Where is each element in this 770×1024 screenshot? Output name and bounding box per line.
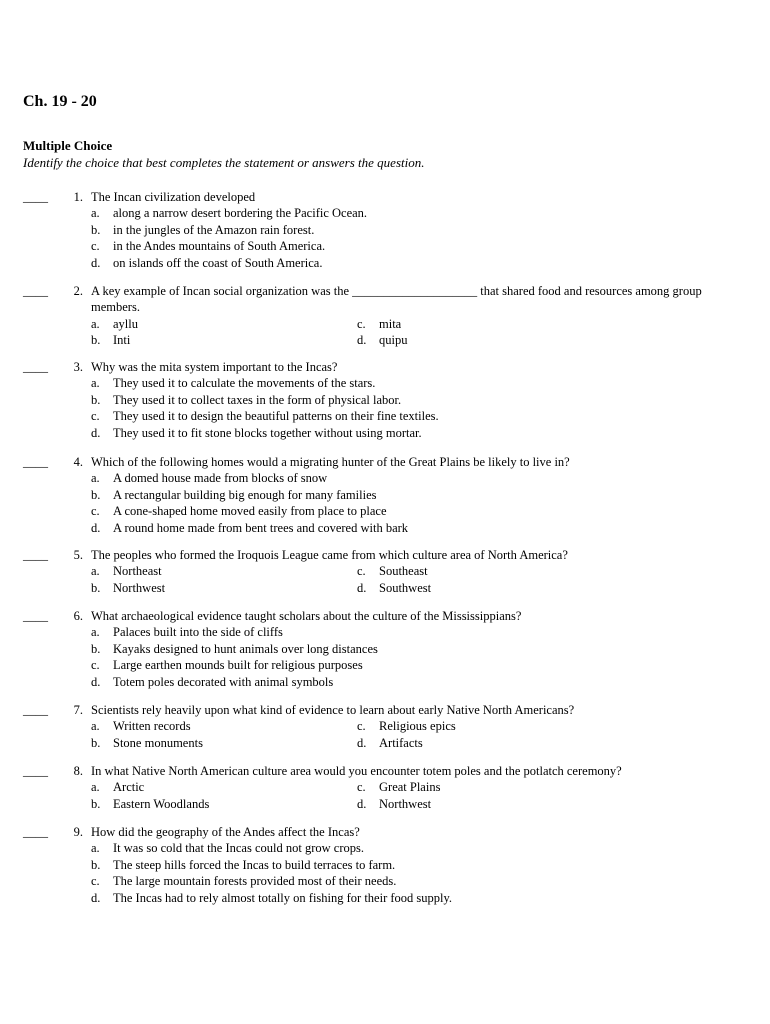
question-item [23,189,738,271]
answer-choice [91,641,738,657]
answer-choice [91,408,738,424]
choice-row [91,779,738,795]
choice-letter: c. [91,874,100,889]
choice-row [91,735,738,751]
question-stem: What archaeological evidence taught scholars about the culture of the Mississippians? [91,609,522,623]
question-number: 9. [73,825,83,839]
choice-text: It was so cold that the Incas could not grow crops. [113,841,364,856]
choice-row [91,796,738,812]
choice-row [91,718,738,734]
answer-choice [91,857,738,873]
choice-letter: b. [91,487,101,502]
choice-text: The steep hills forced the Incas to build terraces to farm. [113,857,396,872]
question-stem: Why was the mita system important to the Incas? [91,360,338,374]
choice-letter: c. [91,504,100,519]
choice-letter: b. [91,580,101,595]
choice-text: A domed house made from blocks of snow [113,471,328,486]
question-number: 1. [73,190,83,204]
question-number: 3. [73,360,83,374]
choice-letter: a. [91,625,100,640]
section-instructions: Identify the choice that best completes the statement or answers the question. [23,155,425,170]
choice-text: Stone monuments [113,735,203,750]
choice-text: Southeast [379,564,428,579]
choice-text: They used it to collect taxes in the form of physical labor. [113,392,402,407]
choice-text: Kayaks designed to hunt animals over long distances [113,641,378,656]
choice-text: in the jungles of the Amazon rain forest. [113,222,315,237]
choice-letter: d. [91,890,101,905]
choice-letter: a. [91,719,100,734]
choice-letter: c. [357,316,366,331]
choice-letter: d. [91,520,101,535]
choice-list [91,779,738,812]
question-number: 6. [73,609,83,623]
question-stem: The Incan civilization developed [91,190,256,204]
choice-letter: b. [91,222,101,237]
choice-letter: b. [91,735,101,750]
choice-letter: b. [91,392,101,407]
choice-letter: d. [357,580,367,595]
choice-letter: d. [357,333,367,348]
choice-letter: b. [91,796,101,811]
choice-list [91,840,738,906]
choice-text: They used it to fit stone blocks together without using mortar. [113,425,422,440]
answer-choice [91,205,738,221]
choice-text: A rectangular building big enough for many families [113,487,377,502]
choice-row [91,316,738,332]
choice-text: Inti [113,333,131,348]
choice-row [91,580,738,596]
choice-text: They used it to design the beautiful patterns on their fine textiles. [113,409,439,424]
answer-choice [91,624,738,640]
answer-choice [91,222,738,238]
choice-list [91,205,738,271]
answer-choice [91,657,738,673]
choice-text: The large mountain forests provided most of their needs. [113,874,397,889]
question-number: 2. [73,284,83,298]
answer-blank: ____ [23,825,48,839]
question-number: 5. [73,548,83,562]
question-item [23,763,738,812]
answer-blank: ____ [23,455,48,469]
choice-list [91,718,738,751]
choice-list [91,624,738,690]
choice-text: Arctic [113,780,145,795]
section-title: Multiple Choice [23,138,113,153]
choice-text: A cone-shaped home moved easily from place to place [113,504,387,519]
choice-letter: b. [91,641,101,656]
answer-choice [91,255,738,271]
question-item [23,454,738,536]
choice-text: Artifacts [379,735,423,750]
choice-text: mita [379,316,402,331]
choice-list [91,470,738,536]
choice-text: Palaces built into the side of cliffs [113,625,283,640]
question-stem: Scientists rely heavily upon what kind of evidence to learn about early Native North Americans? [91,703,575,717]
answer-blank: ____ [23,360,48,374]
choice-text: along a narrow desert bordering the Pacific Ocean. [113,206,368,221]
question-item [23,547,738,596]
answer-choice [91,392,738,408]
choice-letter: d. [91,425,101,440]
choice-letter: c. [357,780,366,795]
question-stem: How did the geography of the Andes affect the Incas? [91,825,360,839]
choice-letter: a. [91,316,100,331]
choice-letter: d. [357,735,367,750]
choice-letter: d. [91,255,101,270]
choice-letter: a. [91,376,100,391]
question-stem: The peoples who formed the Iroquois League came from which culture area of North America? [91,548,568,562]
choice-list [91,316,738,349]
choice-text: Large earthen mounds built for religious purposes [113,658,363,673]
choice-text: Northwest [113,580,166,595]
choice-letter: a. [91,841,100,856]
choice-text: on islands off the coast of South America. [113,255,323,270]
choice-letter: c. [91,658,100,673]
answer-blank: ____ [23,764,48,778]
question-item [23,359,738,441]
choice-text: Written records [113,719,191,734]
answer-choice [91,890,738,906]
choice-letter: a. [91,206,100,221]
choice-text: in the Andes mountains of South America. [113,239,326,254]
answer-choice [91,674,738,690]
choice-text: Northwest [379,796,432,811]
question-stem: In what Native North American culture area would you encounter totem poles and the potlatch ceremony? [91,764,622,778]
answer-blank: ____ [23,548,48,562]
answer-blank: ____ [23,190,48,204]
choice-row [91,563,738,579]
answer-choice [91,425,738,441]
choice-letter: c. [357,719,366,734]
answer-choice [91,238,738,254]
question-item [23,283,738,349]
choice-text: Religious epics [379,719,456,734]
choice-list [91,563,738,596]
answer-blank: ____ [23,703,48,717]
question-item [23,608,738,690]
choice-letter: c. [91,239,100,254]
choice-letter: d. [357,796,367,811]
question-stem: A key example of Incan social organization was the ____________________ that shared food and resources among group members. [91,284,702,315]
choice-list [91,375,738,441]
question-stem: Which of the following homes would a migrating hunter of the Great Plains be likely to live in? [91,455,570,469]
question-item [23,824,738,906]
choice-letter: c. [91,409,100,424]
choice-text: The Incas had to rely almost totally on fishing for their food supply. [113,890,453,905]
choice-text: Eastern Woodlands [113,796,210,811]
choice-letter: a. [91,564,100,579]
choice-text: ayllu [113,316,138,331]
choice-text: They used it to calculate the movements of the stars. [113,376,376,391]
answer-choice [91,375,738,391]
answer-blank: ____ [23,609,48,623]
question-number: 8. [73,764,83,778]
choice-text: Totem poles decorated with animal symbols [113,674,334,689]
choice-letter: c. [357,564,366,579]
document-title: Ch. 19 - 20 [23,93,97,110]
choice-text: Northeast [113,564,162,579]
answer-blank: ____ [23,284,48,298]
answer-choice [91,840,738,856]
question-number: 4. [73,455,83,469]
choice-text: Southwest [379,580,432,595]
answer-choice [91,520,738,536]
choice-letter: b. [91,333,101,348]
choice-letter: a. [91,780,100,795]
question-item [23,702,738,751]
choice-row [91,332,738,348]
choice-letter: a. [91,471,100,486]
question-number: 7. [73,703,83,717]
answer-choice [91,503,738,519]
choice-letter: b. [91,857,101,872]
answer-choice [91,873,738,889]
choice-text: Great Plains [379,780,441,795]
answer-choice [91,487,738,503]
choice-text: quipu [379,333,408,348]
choice-text: A round home made from bent trees and covered with bark [113,520,409,535]
answer-choice [91,470,738,486]
choice-letter: d. [91,674,101,689]
